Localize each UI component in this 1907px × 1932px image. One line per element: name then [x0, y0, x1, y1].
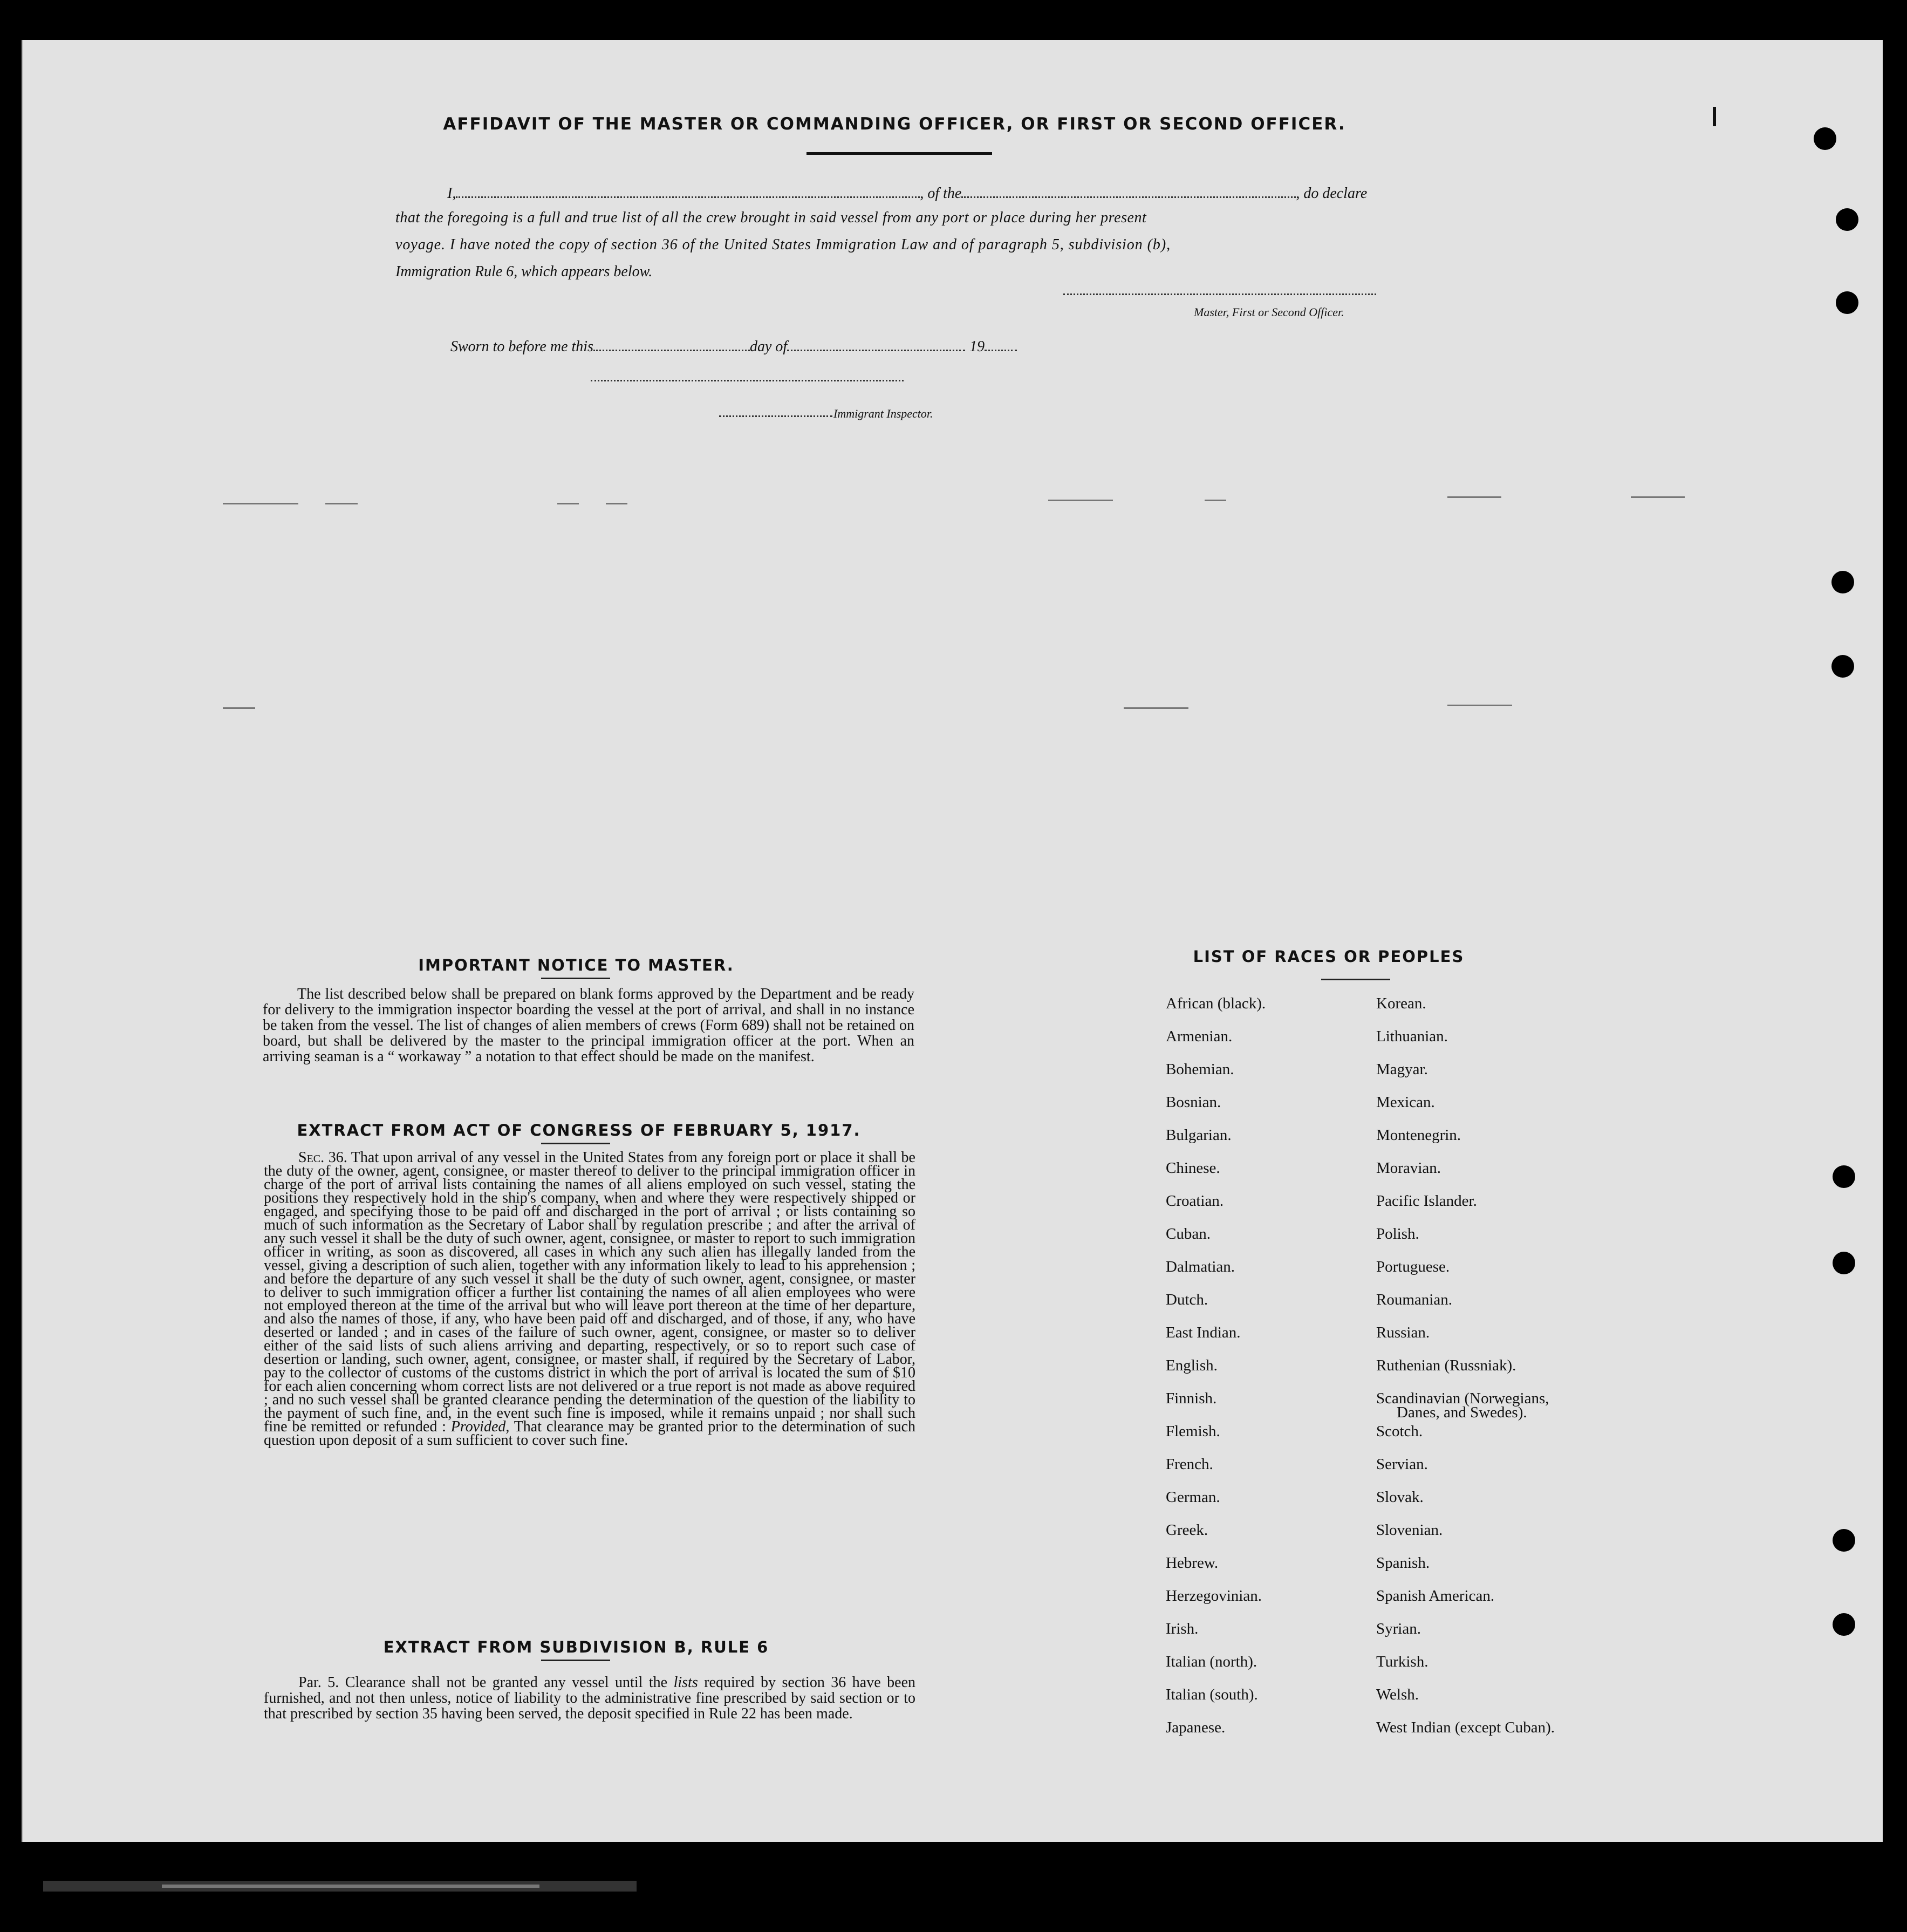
- scan-mark: [223, 707, 255, 709]
- extract-act-title: EXTRACT FROM ACT OF CONGRESS OF FEBRUARY 5, 1917.: [297, 1121, 861, 1139]
- race-item: Ruthenian (Russniak).: [1376, 1357, 1516, 1374]
- affidavit-title: AFFIDAVIT OF THE MASTER OR COMMANDING OFFICER, OR FIRST OR SECOND OFFICER.: [443, 114, 1346, 134]
- race-item: Turkish.: [1376, 1653, 1428, 1670]
- race-item: Flemish.: [1166, 1423, 1220, 1440]
- vessel-name-blank[interactable]: [961, 183, 1296, 198]
- race-item: Syrian.: [1376, 1620, 1421, 1637]
- punch-hole: [1833, 1529, 1855, 1552]
- race-item: Italian (north).: [1166, 1653, 1257, 1670]
- races-title-rule: [1321, 979, 1390, 980]
- scan-mark: [1205, 500, 1226, 501]
- notice-title: IMPORTANT NOTICE TO MASTER.: [418, 956, 734, 974]
- affidavit-of-the-label: , of the: [920, 185, 962, 202]
- affidavit-line-1: [447, 183, 1367, 201]
- race-item: Bulgarian.: [1166, 1127, 1232, 1144]
- scan-mark: [1447, 705, 1512, 706]
- inspector-name-blank[interactable]: [719, 415, 832, 417]
- race-item: German.: [1166, 1489, 1220, 1506]
- rule-text-end: required by section 36 have been furnished, and not then unless, notice of liability to the administrative fine prescribed by said section or to that prescribed by section 35 having been served, the deposit specified in Rule 22 has been made.: [264, 1674, 916, 1722]
- race-item: Mexican.: [1376, 1094, 1435, 1111]
- punch-hole: [1833, 1165, 1855, 1188]
- race-item: Dalmatian.: [1166, 1258, 1235, 1275]
- sworn-line: [450, 337, 1017, 354]
- race-item: Greek.: [1166, 1521, 1208, 1539]
- race-item: Slovenian.: [1376, 1521, 1443, 1539]
- provided-word: Provided,: [450, 1418, 510, 1436]
- extract-rule-body: [264, 1675, 915, 1722]
- race-item: Servian.: [1376, 1456, 1428, 1473]
- section-text: That upon arrival of any vessel in the United States from any foreign port or place it shall be the duty of the owner, agent, consignee, or master thereof to deliver to the principal immigration officer in charge of the port of arrival lists containing the names of all aliens employed on such vessel, stating the positions they respectively hold in the ship's company, when and where they were respectively shipped or engaged, and specifying those to be paid off and discharged in the port of arrival ; or lists containing so much of such information as the Secretary of Labor shall by regulation prescribe ; and after the arrival of any such vessel it shall be the duty of such owner, agent, consignee, or master to report to such immigration officer in writing, as soon as discovered, all cases in which any such alien has illegally landed from the vessel, giving a description of such alien, together with any information likely to lead to his apprehension ; and before the departure of any such vessel it shall be the duty of such owner, agent, consignee, or master to deliver to such immigration officer a further list containing the names of all alien employees who were not employed thereon at the time of the arrival but who will leave port thereon at the time of her departure, and also the names of those, if any, who have been paid off and discharged, and of those, if any, who have deserted or landed ; and in cases of the failure of such owner, agent, consignee, or master so to deliver either of the said lists of such aliens arriving and departing, respectively, or so to report such case of desertion or landing, such owner, agent, consignee, or master shall, if required by the Secretary of Labor, pay to the collector of customs of the customs district in which the port of arrival is located the sum of $10 for each alien concerning whom correct lists are not delivered or a true report is not made as above required ; and no such vessel shall be granted clearance pending the determination of the question of the liability to the payment of such fine, and, in the event such fine is imposed, while it remains unpaid ; nor shall such fine be remitted or refunded :: [264, 1149, 915, 1436]
- affidavit-line-4: Immigration Rule 6, which appears below.: [395, 263, 653, 280]
- race-item: Slovak.: [1376, 1489, 1424, 1506]
- scan-mark: [1447, 496, 1501, 498]
- scan-mark: [606, 503, 627, 504]
- race-item: Bosnian.: [1166, 1094, 1221, 1111]
- master-signature-label: Master, First or Second Officer.: [1194, 305, 1344, 319]
- race-item: Cuban.: [1166, 1225, 1211, 1243]
- rule-text-start: Par. 5. Clearance shall not be granted any vessel until the: [298, 1674, 668, 1691]
- race-item: French.: [1166, 1456, 1213, 1473]
- race-item: Irish.: [1166, 1620, 1199, 1637]
- race-item: Scandinavian (Norwegians,: [1376, 1390, 1549, 1407]
- film-edge-streak: [162, 1885, 539, 1888]
- sworn-year-blank[interactable]: [985, 337, 1017, 351]
- race-item: Portuguese.: [1376, 1258, 1450, 1275]
- scan-mark: [1048, 500, 1113, 501]
- race-item: Chinese.: [1166, 1159, 1220, 1177]
- sworn-year-label: 19: [969, 338, 985, 355]
- document-sheet: [22, 40, 1883, 1842]
- extract-act-body: [264, 1151, 915, 1448]
- affidavit-title-rule: [806, 152, 992, 155]
- race-item: Pacific Islander.: [1376, 1192, 1477, 1210]
- race-item: African (black).: [1166, 995, 1266, 1012]
- punch-hole: [1833, 1252, 1855, 1274]
- race-item: Hebrew.: [1166, 1554, 1219, 1572]
- race-item: Welsh.: [1376, 1686, 1419, 1703]
- sworn-day-label: day of: [749, 338, 788, 355]
- race-item: Moravian.: [1376, 1159, 1441, 1177]
- race-item: Scotch.: [1376, 1423, 1423, 1440]
- race-item: Armenian.: [1166, 1028, 1233, 1045]
- sworn-prefix: Sworn to before me this: [450, 338, 593, 355]
- section-label: Sec. 36.: [298, 1149, 347, 1166]
- race-item: Italian (south).: [1166, 1686, 1258, 1703]
- affidavit-line-2: that the foregoing is a full and true list of all the crew brought in said vessel from any port or place during her present: [395, 209, 1147, 226]
- scan-mark: [557, 503, 579, 504]
- master-name-blank[interactable]: [456, 183, 920, 198]
- scan-mark: [1631, 496, 1685, 498]
- sworn-month-blank[interactable]: [787, 337, 965, 351]
- punch-hole: [1836, 291, 1858, 314]
- race-item: Croatian.: [1166, 1192, 1224, 1210]
- scan-mark: [325, 503, 358, 504]
- race-item-continued: Danes, and Swedes).: [1397, 1404, 1527, 1421]
- scan-mark: [223, 503, 298, 504]
- race-item: Herzegovinian.: [1166, 1587, 1262, 1605]
- punch-hole: [1814, 127, 1836, 150]
- race-item: East Indian.: [1166, 1324, 1241, 1341]
- master-signature-blank[interactable]: [1063, 293, 1376, 295]
- race-item: Korean.: [1376, 995, 1426, 1012]
- race-item: West Indian (except Cuban).: [1376, 1719, 1555, 1736]
- affidavit-do-declare-label: , do declare: [1296, 185, 1368, 202]
- scan-mark: [1713, 107, 1716, 126]
- race-item: Dutch.: [1166, 1291, 1208, 1308]
- scan-mark: [1124, 707, 1188, 709]
- race-item: Spanish American.: [1376, 1587, 1495, 1605]
- notice-body: The list described below shall be prepared on blank forms approved by the Department and be ready for delivery to the immigration inspector boarding the vessel at the port of arrival, and shall in no instance be taken from the vessel. The list of changes of alien members of crews (Form 689) shall not be retained on board, but shall be delivered by the master to the principal immigration officer at the port. When an arriving seaman is a “ workaway ” a notation to that effect should be made on the manifest.: [263, 986, 914, 1065]
- race-item: Montenegrin.: [1376, 1127, 1461, 1144]
- race-item: Polish.: [1376, 1225, 1419, 1243]
- sworn-day-blank[interactable]: [593, 337, 750, 351]
- race-item: English.: [1166, 1357, 1218, 1374]
- race-item: Lithuanian.: [1376, 1028, 1448, 1045]
- race-item: Roumanian.: [1376, 1291, 1452, 1308]
- section-text-end: That clearance may be granted prior to the determination of such question upon deposit of a sum sufficient to cover such fine.: [264, 1418, 916, 1449]
- extract-rule-title-rule: [541, 1660, 610, 1661]
- extract-rule-title: EXTRACT FROM SUBDIVISION B, RULE 6: [383, 1638, 769, 1656]
- punch-hole: [1836, 208, 1858, 231]
- lists-word: lists: [673, 1674, 698, 1691]
- race-item: Finnish.: [1166, 1390, 1217, 1407]
- race-item: Russian.: [1376, 1324, 1430, 1341]
- notice-title-rule: [541, 978, 610, 979]
- races-title: LIST OF RACES OR PEOPLES: [1193, 947, 1465, 966]
- inspector-label: Immigrant Inspector.: [833, 407, 933, 420]
- race-item: Magyar.: [1376, 1061, 1428, 1078]
- punch-hole: [1833, 1613, 1855, 1636]
- affidavit-line-3: voyage. I have noted the copy of section 36 of the United States Immigration Law and of paragraph 5, subdivision (b),: [395, 236, 1171, 253]
- affidavit-i-label: I,: [447, 185, 456, 202]
- race-item: Spanish.: [1376, 1554, 1430, 1572]
- punch-hole: [1831, 655, 1854, 678]
- punch-hole: [1831, 571, 1854, 593]
- race-item: Japanese.: [1166, 1719, 1226, 1736]
- race-item: Bohemian.: [1166, 1061, 1234, 1078]
- extract-act-title-rule: [541, 1143, 610, 1144]
- inspector-signature-blank[interactable]: [591, 380, 904, 381]
